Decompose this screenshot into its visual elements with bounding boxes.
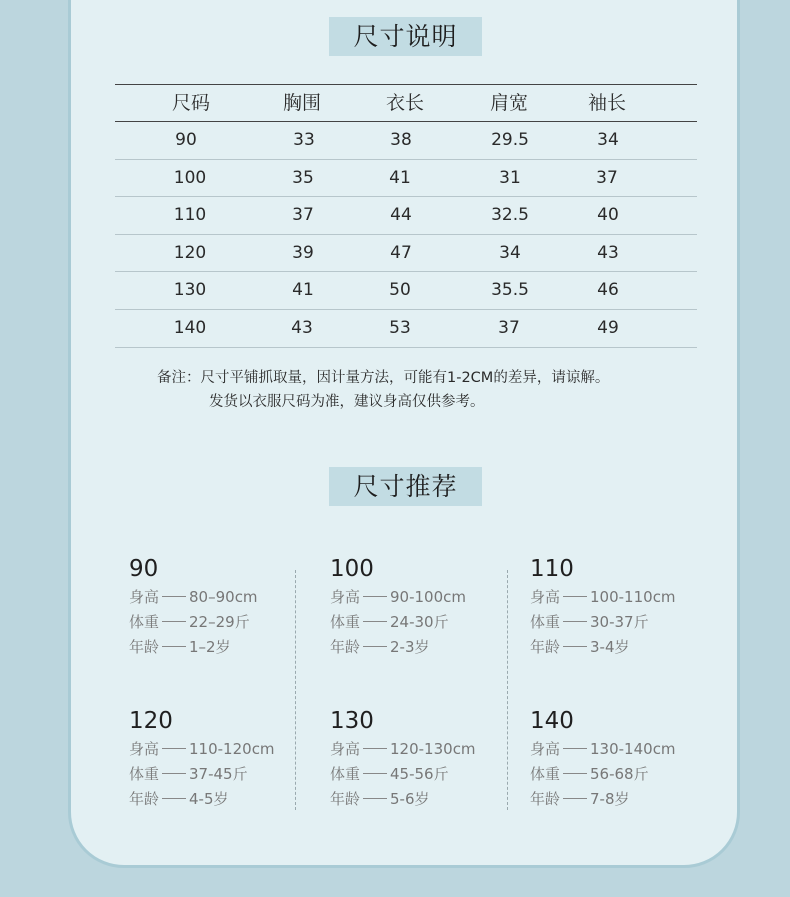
- age-line: [330, 787, 500, 812]
- dash-line: [162, 798, 186, 799]
- dash-line: [363, 596, 387, 597]
- remark-line-1: 备注：尺寸平铺抓取量，因计量方法，可能有1-2CM的差异，请谅解。: [157, 370, 610, 386]
- cell-sleeve: 34: [597, 130, 619, 150]
- height-value: 100-110cm: [590, 588, 676, 606]
- header-chest: 胸围: [282, 92, 321, 114]
- dash-line: [162, 596, 186, 597]
- recommend-item: [530, 707, 700, 812]
- weight-value: 37-45斤: [189, 765, 248, 783]
- cell-sleeve: 43: [597, 242, 619, 263]
- height-value: 80–90cm: [189, 588, 258, 606]
- weight-value: 30-37斤: [590, 613, 649, 631]
- cell-sleeve: 46: [597, 280, 619, 301]
- cell-length: 38: [390, 130, 412, 150]
- cell-length: 44: [390, 205, 412, 226]
- weight-label: 体重: [129, 765, 160, 783]
- dash-line: [563, 596, 587, 597]
- cell-chest: 33: [293, 130, 315, 150]
- weight-label: 体重: [330, 765, 361, 783]
- height-line: [330, 585, 500, 610]
- cell-shoulder: 37: [498, 317, 520, 338]
- age-label: 年龄: [129, 790, 160, 808]
- table-row: [115, 235, 697, 273]
- age-label: 年龄: [530, 638, 561, 656]
- cell-shoulder: 34: [499, 242, 521, 263]
- cell-size: 130: [173, 280, 207, 301]
- table-row: [115, 272, 697, 310]
- weight-label: 体重: [330, 613, 361, 631]
- height-line: [330, 737, 500, 762]
- weight-line: [530, 762, 700, 787]
- age-line: [129, 787, 299, 812]
- column-divider: [507, 570, 508, 810]
- weight-value: 22–29斤: [189, 613, 250, 631]
- table-row: [115, 160, 697, 198]
- height-label: 身高: [530, 588, 561, 606]
- cell-chest: 35: [292, 167, 314, 188]
- cell-size: 100: [173, 167, 207, 188]
- recommend-item: [530, 555, 700, 660]
- dash-line: [563, 646, 587, 647]
- weight-line: [129, 610, 299, 635]
- cell-sleeve: 49: [597, 317, 619, 338]
- recommend-item: [330, 707, 500, 812]
- height-value: 110-120cm: [189, 740, 275, 758]
- cell-length: 50: [389, 280, 411, 301]
- table-row: [115, 197, 697, 235]
- recommend-size: 130: [330, 708, 374, 734]
- dash-line: [363, 798, 387, 799]
- height-label: 身高: [129, 740, 160, 758]
- size-table: [115, 84, 697, 348]
- dash-line: [162, 621, 186, 622]
- weight-value: 45-56斤: [390, 765, 449, 783]
- cell-length: 41: [389, 167, 411, 188]
- dash-line: [363, 748, 387, 749]
- height-line: [129, 585, 299, 610]
- cell-shoulder: 29.5: [491, 130, 529, 150]
- remark-note: [157, 366, 609, 414]
- height-line: [530, 737, 700, 762]
- weight-label: 体重: [530, 765, 561, 783]
- height-label: 身高: [330, 588, 361, 606]
- recommend-size: 140: [530, 708, 574, 734]
- dash-line: [363, 646, 387, 647]
- recommend-size: 100: [330, 556, 374, 582]
- dash-line: [162, 646, 186, 647]
- weight-value: 56-68斤: [590, 765, 649, 783]
- cell-length: 53: [389, 317, 411, 338]
- table-header: [115, 84, 697, 122]
- recommend-size: 90: [129, 556, 159, 582]
- cell-chest: 43: [291, 317, 313, 338]
- height-line: [129, 737, 299, 762]
- dash-line: [363, 773, 387, 774]
- height-value: 130-140cm: [590, 740, 676, 758]
- dash-line: [162, 773, 186, 774]
- age-value: 2-3岁: [390, 638, 430, 656]
- dash-line: [563, 798, 587, 799]
- height-label: 身高: [129, 588, 160, 606]
- recommend-item: [129, 555, 299, 660]
- cell-sleeve: 40: [597, 205, 619, 226]
- age-label: 年龄: [530, 790, 561, 808]
- height-value: 90-100cm: [390, 588, 467, 606]
- weight-line: [530, 610, 700, 635]
- age-value: 1–2岁: [189, 638, 231, 656]
- cell-sleeve: 37: [596, 167, 618, 188]
- weight-line: [330, 762, 500, 787]
- age-line: [530, 787, 700, 812]
- age-line: [129, 635, 299, 660]
- age-value: 4-5岁: [189, 790, 229, 808]
- age-value: 7-8岁: [590, 790, 630, 808]
- weight-value: 24-30斤: [390, 613, 449, 631]
- dash-line: [363, 621, 387, 622]
- cell-size: 110: [173, 205, 207, 226]
- cell-size: 90: [175, 130, 197, 150]
- age-line: [530, 635, 700, 660]
- weight-line: [330, 610, 500, 635]
- size-chart-title: 尺寸说明: [329, 17, 482, 56]
- weight-label: 体重: [530, 613, 561, 631]
- age-value: 5-6岁: [390, 790, 430, 808]
- cell-size: 120: [173, 242, 207, 263]
- age-label: 年龄: [129, 638, 160, 656]
- age-label: 年龄: [330, 638, 361, 656]
- height-label: 身高: [530, 740, 561, 758]
- cell-shoulder: 35.5: [491, 280, 529, 301]
- cell-shoulder: 31: [499, 167, 521, 188]
- cell-chest: 41: [292, 280, 314, 301]
- header-size: 尺码: [171, 92, 210, 114]
- header-shoulder: 肩宽: [489, 92, 528, 114]
- cell-chest: 37: [292, 205, 314, 226]
- dash-line: [162, 748, 186, 749]
- recommend-item: [129, 707, 299, 812]
- remark-line-2: 发货以衣服尺码为准，建议身高仅供参考。: [209, 394, 485, 410]
- weight-line: [129, 762, 299, 787]
- age-label: 年龄: [330, 790, 361, 808]
- recommend-size: 110: [530, 556, 574, 582]
- age-value: 3-4岁: [590, 638, 630, 656]
- height-value: 120-130cm: [390, 740, 476, 758]
- dash-line: [563, 621, 587, 622]
- height-label: 身高: [330, 740, 361, 758]
- table-row: [115, 122, 697, 160]
- header-sleeve: 袖长: [587, 92, 626, 114]
- dash-line: [563, 748, 587, 749]
- weight-label: 体重: [129, 613, 160, 631]
- recommend-size: 120: [129, 708, 173, 734]
- recommend-item: [330, 555, 500, 660]
- header-length: 衣长: [385, 92, 424, 114]
- table-row: [115, 310, 697, 348]
- cell-length: 47: [390, 242, 412, 263]
- height-line: [530, 585, 700, 610]
- cell-size: 140: [173, 317, 207, 338]
- size-recommend-title: 尺寸推荐: [329, 467, 482, 506]
- age-line: [330, 635, 500, 660]
- cell-chest: 39: [292, 242, 314, 263]
- cell-shoulder: 32.5: [491, 205, 529, 226]
- dash-line: [563, 773, 587, 774]
